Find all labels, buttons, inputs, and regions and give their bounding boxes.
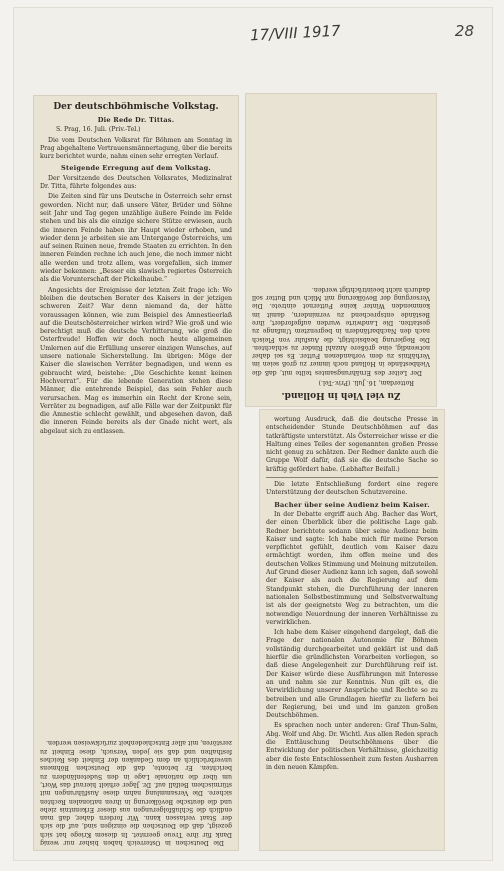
article-lower-column-inverted (40, 572, 232, 846)
article-paragraph: wortung Ausdruck, daß die deutsche Presse in entscheidender Stunde Deutschböhmen auf das tatkräftigste unterstützt. Als Österreicher wisse er die Haltung eines Teiles der sogenannten großen Presse nicht genug zu schätzen. Der Redner dankte auch die Gruppe Wolf dafür, daß sie die deutsche Sache so kräftig gefördert habe. (Lebhafter Beifall.) (266, 416, 438, 473)
column-divider (266, 477, 438, 478)
article-paragraph: Die Deutschen in Österreich haben bisher nur wenig Dank für ihre Treue geerntet. In diesem Kriege hat sich gezeigt, daß die Deutschen die einzigen sind, auf die sich der Staat verlassen kann. Wir fordern daher, daß man endlich die Schlußfolgerungen aus dieser Erkenntnis ziehe und die deutsche Bevölkerung in ihren nationalen Rechten sichere. Die Versammlung nahm diese Ausführungen mit stürmischem Beifall auf. Dr. Jäger erhielt hierauf das Wort, um über die nationale Lage in den Sudetenländern zu berichten. Er betonte, daß die Deutschen Böhmens unverbrüchlich an dem Gedanken der Einheit des Reiches festhalten und daß sie jeden Versuch, diese Einheit zu zerstören, mit aller Entschiedenheit zurückweisen werden. (40, 739, 232, 846)
article-paragraph: Der Vorsitzende des Deutschen Volksrates, Medizinalrat Dr. Titta, führte folgendes aus: (40, 174, 232, 191)
article-headline: Zu viel Vieh in Holland. (281, 390, 401, 400)
article-subheading: Steigende Erregung auf dem Volkstag. (61, 164, 211, 173)
article-paragraph: Die vom Deutschen Volksrat für Böhmen am Sonntag in Prag abgehaltene Vertrauensmännertagung, über die bereits kurz berichtet wurde, nahm einen sehr erregten Verlauf. (40, 136, 232, 161)
article-clipping-volkstag (34, 96, 238, 850)
article-paragraph: Die Zeiten sind für uns Deutsche in Österreich sehr ernst geworden. Nicht nur, daß unsere Väter, Brüder und Söhne seit Jahr und Tag gegen unzählige äußere Feinde im Felde stehen und bis als die einzige sichere Stütze erwiesen, auch die inneren Feinde haben ihr Haupt wieder erhoben, und wieder denn je arbeiten sie am Untergange Österreichs, um auf seinen Ruinen neue, fremde Staaten zu errichten. In den inneren Feinden rechne ich auch jene, die noch immer nicht alle werden und trotz allem, was vorgefallen, sich immer wieder bekennen: „Besser ein slawisch regiertes Österreich als die Vorunterschaft der Pickelhaube.“ (40, 193, 232, 284)
article-paragraph: In der Debatte ergriff auch Abg. Bacher das Wort, der einen Überblick über die politische Lage gab. Redner berichtete sodann über seine Audienz beim Kaiser und sagte: Ich habe mich für meine Person verpflichtet gefühlt, deutlich vom Kaiser dazu ermächtigt worden, ihm offen meine und des deutschen Volkes Stimmung und Meinung mitzuteilen. Auf Grund dieser Audienz kann ich sagen, daß sowohl der Kaiser als auch die Regierung auf dem Standpunkt stehen, die Durchführung der inneren nationalen Selbstbestimmung und Selbstverwaltung ist als der geeignetste Weg zu betrachten, um die notwendige Neuordnung der inneren Verhältnisse zu verwirklichen. (266, 510, 438, 626)
page-number: 28 (454, 22, 474, 40)
handwritten-date: 17/VIII 1917 (249, 21, 342, 45)
article-byline: Die Rede Dr. Tittas. (97, 116, 175, 124)
article-upper-column (40, 102, 232, 568)
article-dateline: Rotterdam, 16. Juli. (Priv.-Tel.) (318, 379, 414, 386)
article-paragraph: Ich habe dem Kaiser eingehend dargelegt, daß die Frage der nationalen Autonomie für Böhmen vollständig durchgearbeitet und geklärt ist und daß hierfür die gründlichsten Vorarbeiten vorliegen, so daß diese Angelegenheit zur Durchführung reif ist. Der Kaiser würde diese Ausführungen mit Interesse an und nahm sie zur Kenntnis. Nun gilt es, die Verwirklichung unserer Ansprüche und Rechte so zu betreiben und alle Grundlagen hierfür zu liefern bei der Regierung, bei und und im ganzen großen Deutschböhmen. (266, 629, 438, 720)
article-clipping-continuation (260, 410, 444, 850)
article-continuation-body (266, 416, 438, 846)
article-paragraph: Angesichts der Ereignisse der letzten Zeit frage ich: Wo bleiben die deutschen Berater des Kaisers in der jetzigen schweren Zeit? War denn niemand da, der hätte voraussagen können, wie zum Beispiel des Amnestieerlaß auf die Deutschösterreicher wirken wird? Wie groß und wie berechtigt muß die deutsche Verbitterung, wie groß die Osterfreude! Hoffen wir doch noch heute allgemeinen Umlernen auf die Erfüllung unserer einzigen Wunsches, auf unsere nationale Sicherstellung. Im übrigen: Möge der Kaiser die slawischen Verräter begnadigen, und wenn es gebraucht wird, beistehe: „Die Geschichte kennt keinen Hochverrat“. Für die lebende Generation stehen diese Männer, die entehrende Beispiel, das sein Fehler auch verursachen. Mag es immerhin ein Recht der Krone sein, Verräter zu begnadigen, auf alle Fälle war der Zeitpunkt für die Amnestie schlecht gewählt, und abgesehen davon, daß die inneren Feinde bereits als der Gnade nicht wert, als abgelaut sich zu entlassen. (40, 286, 232, 435)
article-clipping-holland (246, 94, 436, 406)
article-dateline: S. Prag, 16. Juli. (Priv.-Tel.) (56, 126, 141, 134)
article-paragraph: Es sprachen noch unter anderen: Graf Thun-Salm, Abg. Wolf und Abg. Dr. Wichtl. Aus allen Reden sprach die Enttäuschung Deutschböhmens über die Entwicklung der politischen Verhältnisse, gleichzeitig aber die feste Entschlossenheit zum festen Ausharren in den neuen Kämpfen. (266, 722, 438, 771)
article-subheading: Bacher über seine Audienz beim Kaiser. (274, 500, 430, 509)
article-inverted-body (252, 100, 430, 400)
article-headline: Der deutschböhmische Volkstag. (53, 102, 219, 112)
article-paragraph: Der Leiter des Ernährungsamtes teilte mit, daß die Viehbestände in Holland noch immer zu groß seien im Verhältnis zu dem vorhandenen Futter. Es sei daher notwendig, eine größere Anzahl Rinder zu schlachten. Die Regierung beabsichtigt, die Ausfuhr von Fleisch nach den Nachbarländern in begrenztem Umfange zu gestatten. Die Landwirte wurden aufgefordert, ihre Bestände entsprechend zu vermindern, damit im kommenden Winter keine Futternot eintrete. Die Versorgung der Bevölkerung mit Milch und Butter soll dadurch nicht beeinträchtigt werden. (252, 285, 430, 376)
article-paragraph: Die letzte Entschließung fordert eine regere Unterstützung der deutschen Schutzvereine. (266, 481, 438, 497)
